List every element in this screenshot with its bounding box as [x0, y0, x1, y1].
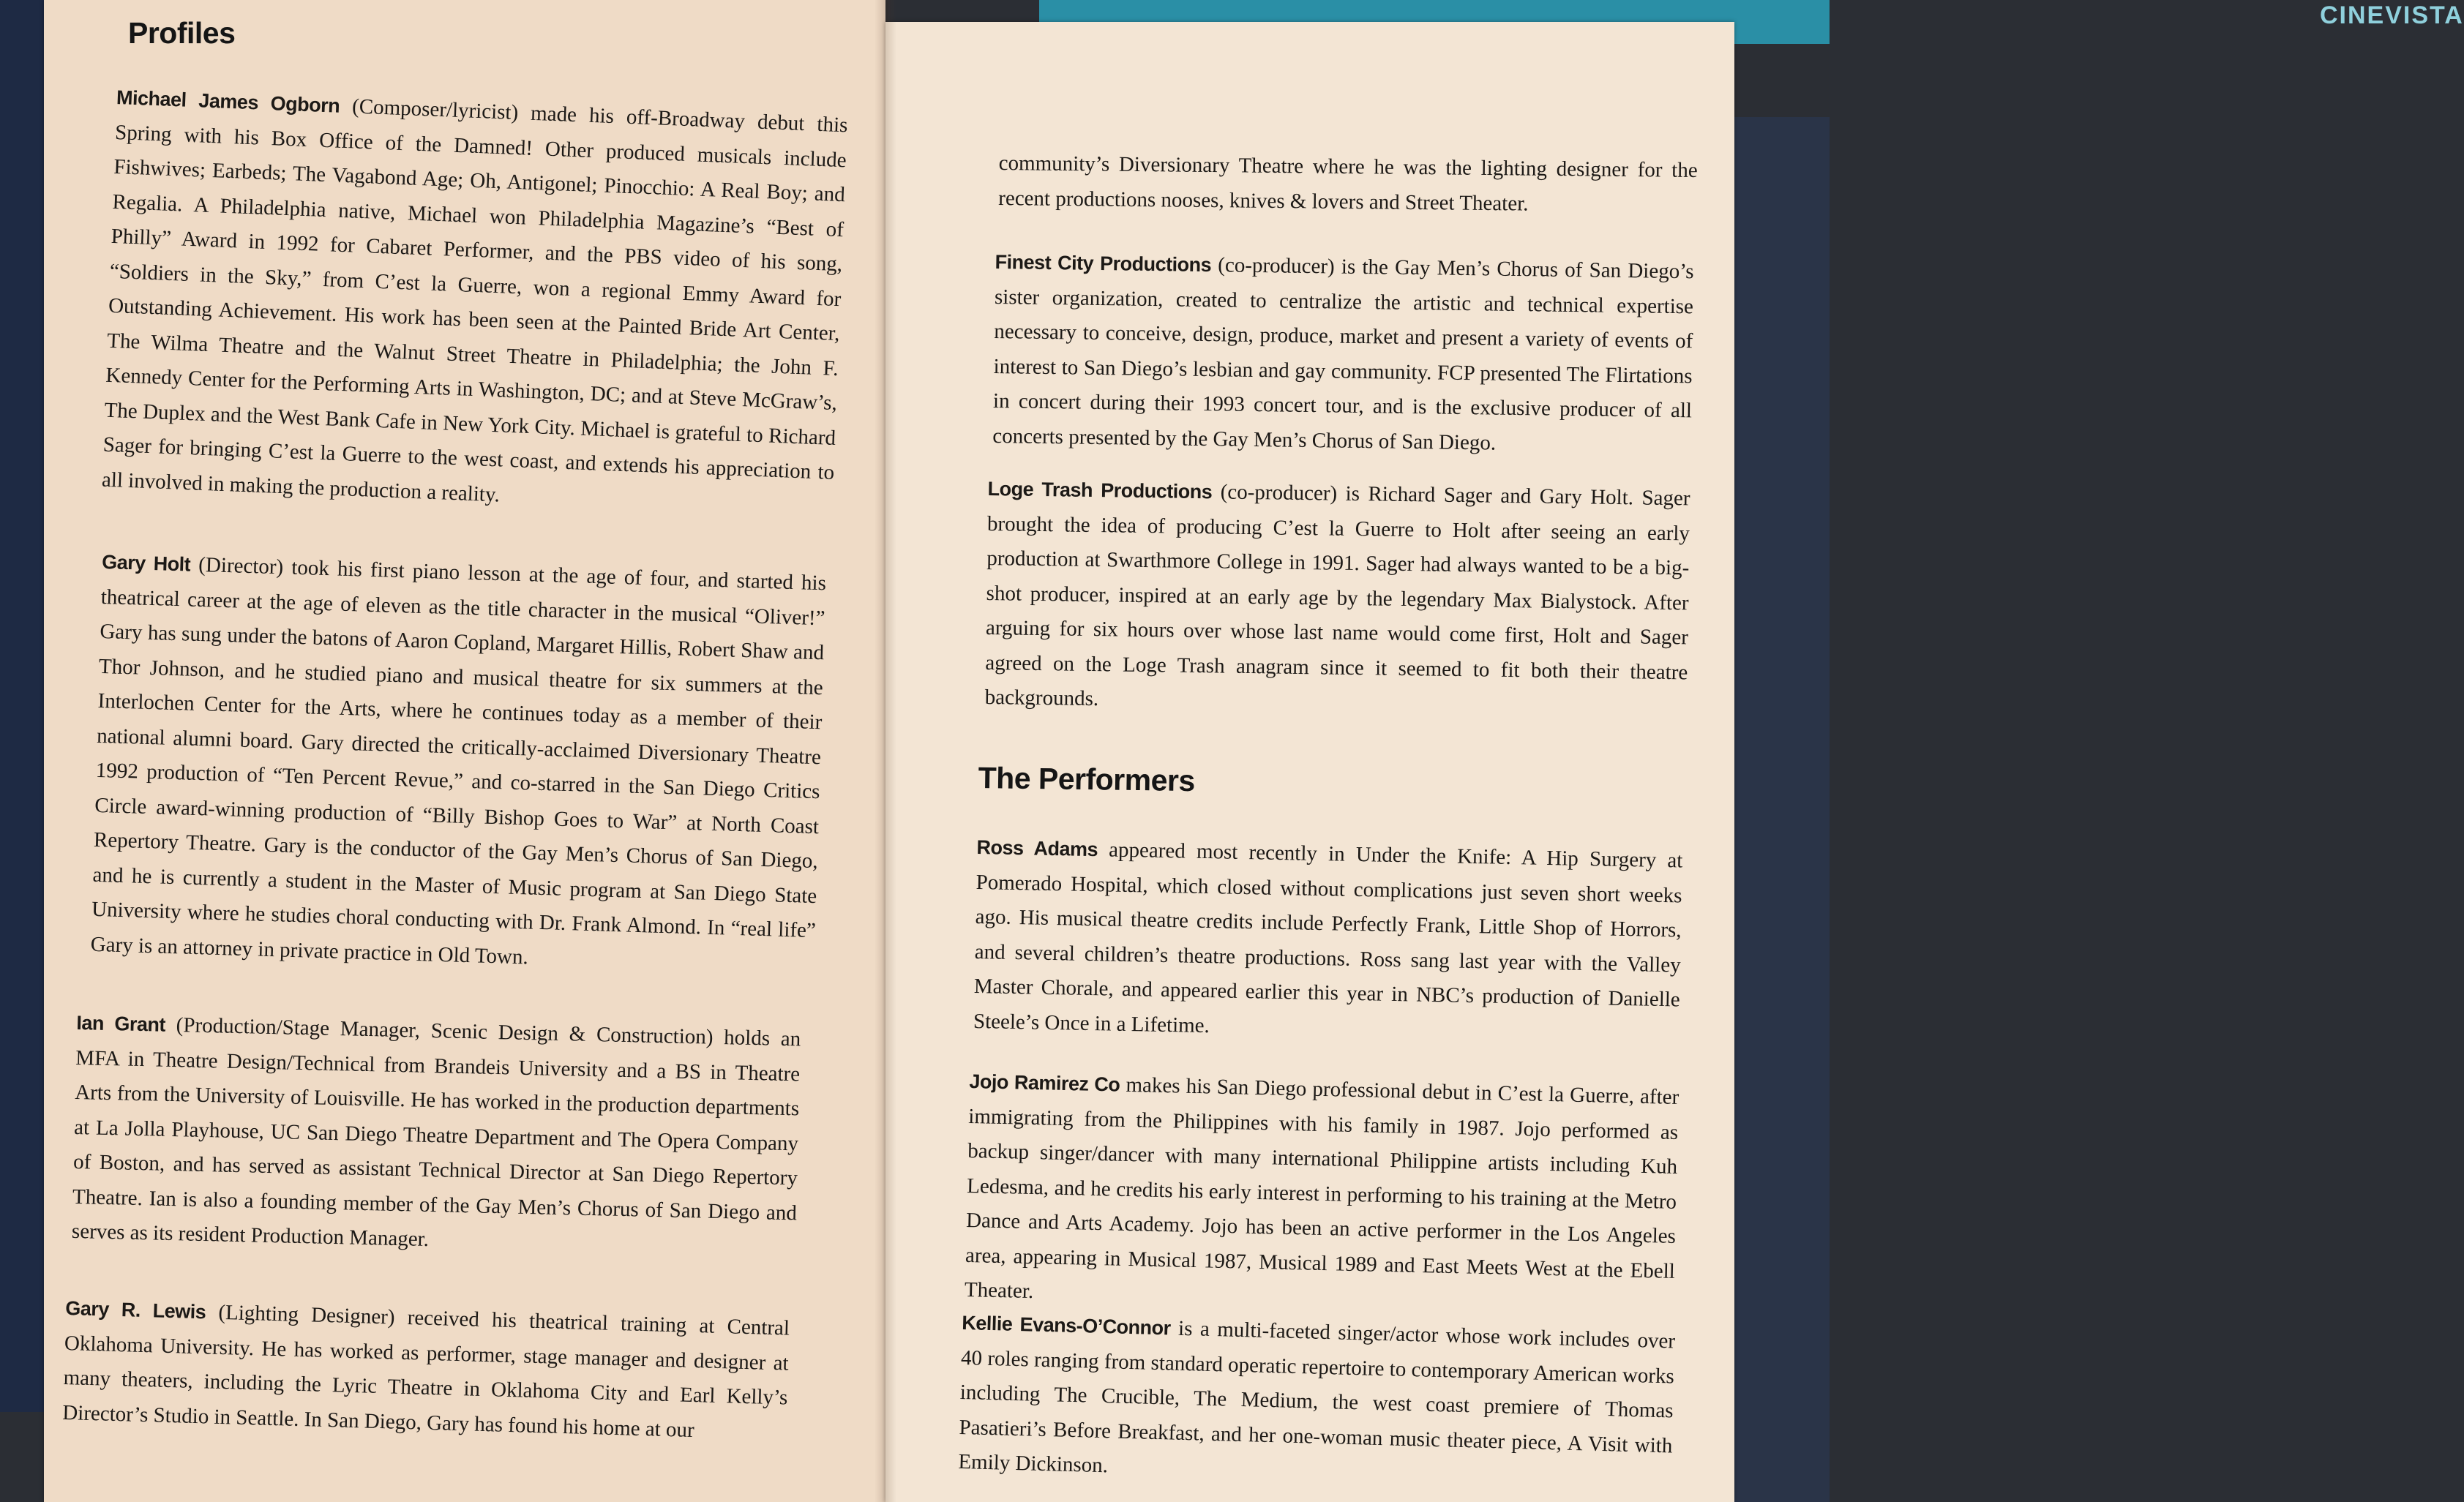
- profile-name: Michael James Ogborn: [116, 86, 340, 117]
- performer-name: Jojo Ramirez Co: [969, 1070, 1120, 1096]
- profile-lewis: [62, 1291, 790, 1451]
- right-border-strip: [1720, 117, 1830, 1502]
- magazine-logo-text: CINEVISTA: [2320, 1, 2464, 29]
- profile-ogborn: [101, 80, 848, 525]
- page-gutter: [875, 0, 896, 1502]
- profile-finest-city: [992, 245, 1694, 463]
- performers-heading: The Performers: [978, 761, 1196, 798]
- profile-lewis-continued: community’s Diversionary Theatre where he was the lighting designer for the recent productions nooses, knives & lovers and Street Theater.: [998, 151, 1698, 216]
- profile-name: Gary Holt: [101, 550, 191, 576]
- profile-text: (Director) took his first piano lesson at the age of four, and started his theatrical career at the age of eleven as the title character in the musical “Oliver!” Gary has sung under the batons of Aaron Copland, Margaret Hillis, Robert Shaw and Thor Johnson, and he studied piano and musical theatre for six summers at the Interlochen Center for the Arts, where he continues today as a member of their national alumni board. Gary directed the critically-acclaimed Diversionary Theatre 1992 production of “Ten Percent Revue,” and co-starred in the San Diego Critics Circle award-winning production of “Billy Bishop Goes to War” at North Coast Repertory Theatre. Gary is the conductor of the Gay Men’s Chorus of San Diego, and he is currently a student in the Master of Music program at San Diego State University where he studies choral conducting with Dr. Frank Almond. In “real life” Gary is an attorney in private practice in Old Town.: [90, 552, 827, 969]
- profile-text: (Lighting Designer) received his theatrical training at Central Oklahoma University. He has worked as performer, stage manager and designer at many theaters, including the Lyric Theatre in Oklahoma City and Earl Kelly’s Director’s Studio in Seattle. In San Diego, Gary has found his home at our: [61, 1300, 790, 1442]
- profile-loge-trash: [984, 472, 1690, 725]
- performer-jojo-ramirez-co: [964, 1064, 1679, 1323]
- profile-name: Finest City Productions: [995, 250, 1212, 277]
- performer-name: Ross Adams: [976, 836, 1098, 861]
- profile-text: (co-producer) is Richard Sager and Gary Holt. Sager brought the idea of producing C’est la Guerre to Holt after seeing an early production at Swarthmore College in 1991. Sager had always wanted to be a big-shot producer, inspired at an early age by the legendary Max Bialystock. After arguing for six hours over whose last name would come first, Holt and Sager agreed on the Loge Trash anagram since it seemed to fit both their theatre backgrounds.: [984, 480, 1690, 711]
- profile-text: (Composer/lyricist) made his off-Broadway debut this Spring with his Box Office of the Damned! Other produced musicals include Fishwives; Earbeds; The Vagabond Age; Oh, Antigonel; Pinocchio: A Real Boy; and Regalia. A Philadelphia native, Michael won Philadelphia Magazine’s “Best of Philly” Award in 1992 for Cabaret Performer, and the PBS video of his song, “Soldiers in the Sky,” from C’est la Guerre, won a regional Emmy Award for Outstanding Achievement. His work has been seen at the Painted Bride Art Center, The Wilma Theatre and the Walnut Street Theatre in Philadelphia; the John F. Kennedy Center for the Performing Arts in Washington, DC; and at Steve McGraw’s, The Duplex and the West Bank Cafe in New York City. Michael is grateful to Richard Sager for bringing C’est la Guerre to the west coast, and extends his appreciation to all involved in making the production a reality.: [101, 94, 849, 506]
- profile-text: (co-producer) is the Gay Men’s Chorus of San Diego’s sister organization, created to centralize the artistic and technical expertise necessary to conceive, design, produce, market and present a variety of events of interest to San Diego’s lesbian and gay community. FCP presented The Flirtations in concert during their 1993 concert tour, and is the exclusive producer of all concerts presented by the Gay Men’s Chorus of San Diego.: [992, 253, 1694, 455]
- profile-name: Gary R. Lewis: [64, 1296, 206, 1323]
- profile-name: Loge Trash Productions: [987, 477, 1213, 503]
- profiles-heading: Profiles: [128, 16, 236, 50]
- profile-holt: [90, 545, 826, 983]
- performer-text: makes his San Diego professional debut in C’est la Guerre, after immigrating from the Philippines with his family in 1987. Jojo performed as backup singer/dancer with many international Philippine artists including Kuh Ledesma, and he credits his early interest in performing to his training at the Metro Dance and Arts Academy. Jojo has been an active performer in the Los Angeles area, appearing in Musical 1987, Musical 1989 and East Meets West at the Ebell Theater.: [964, 1073, 1680, 1304]
- performer-text: is a multi-faceted singer/actor whose work includes over 40 roles ranging from standard operatic repertoire to contemporary American works including The Crucible, The Medium, the west coast premiere of Thomas Pasatieri’s Before Breakfast, and her one-woman music theater piece, A Visit with Emily Dickinson.: [958, 1316, 1676, 1478]
- profile-name: Ian Grant: [76, 1011, 166, 1036]
- performer-name: Kellie Evans-O’Connor: [962, 1311, 1172, 1340]
- performer-ross-adams: [973, 830, 1683, 1052]
- profile-text: (Production/Stage Manager, Scenic Design & Construction) holds an MFA in Theatre Design/Technical from Brandeis University and a BS in Theatre Arts from the University of Louisville. He has worked in the production departments at La Jolla Playhouse, UC San Diego Theatre Department and The Opera Company of Boston, and has served as assistant Technical Director at San Diego Repertory Theatre. Ian is also a founding member of the Gay Men’s Chorus of San Diego and serves as its resident Production Manager.: [71, 1013, 801, 1251]
- profile-grant: [71, 1006, 801, 1266]
- performer-text: appeared most recently in Under the Knife: A Hip Surgery at Pomerado Hospital, which closed without complications just seven short weeks ago. His musical theatre credits include Perfectly Frank, Little Shop of Horrors, and several children’s theatre productions. Ross sang last year with the Valley Master Chorale, and appeared earlier this year in NBC’s production of Danielle Steele’s Once in a Lifetime.: [973, 838, 1683, 1037]
- performer-kellie-evans-oconnor: [958, 1306, 1676, 1498]
